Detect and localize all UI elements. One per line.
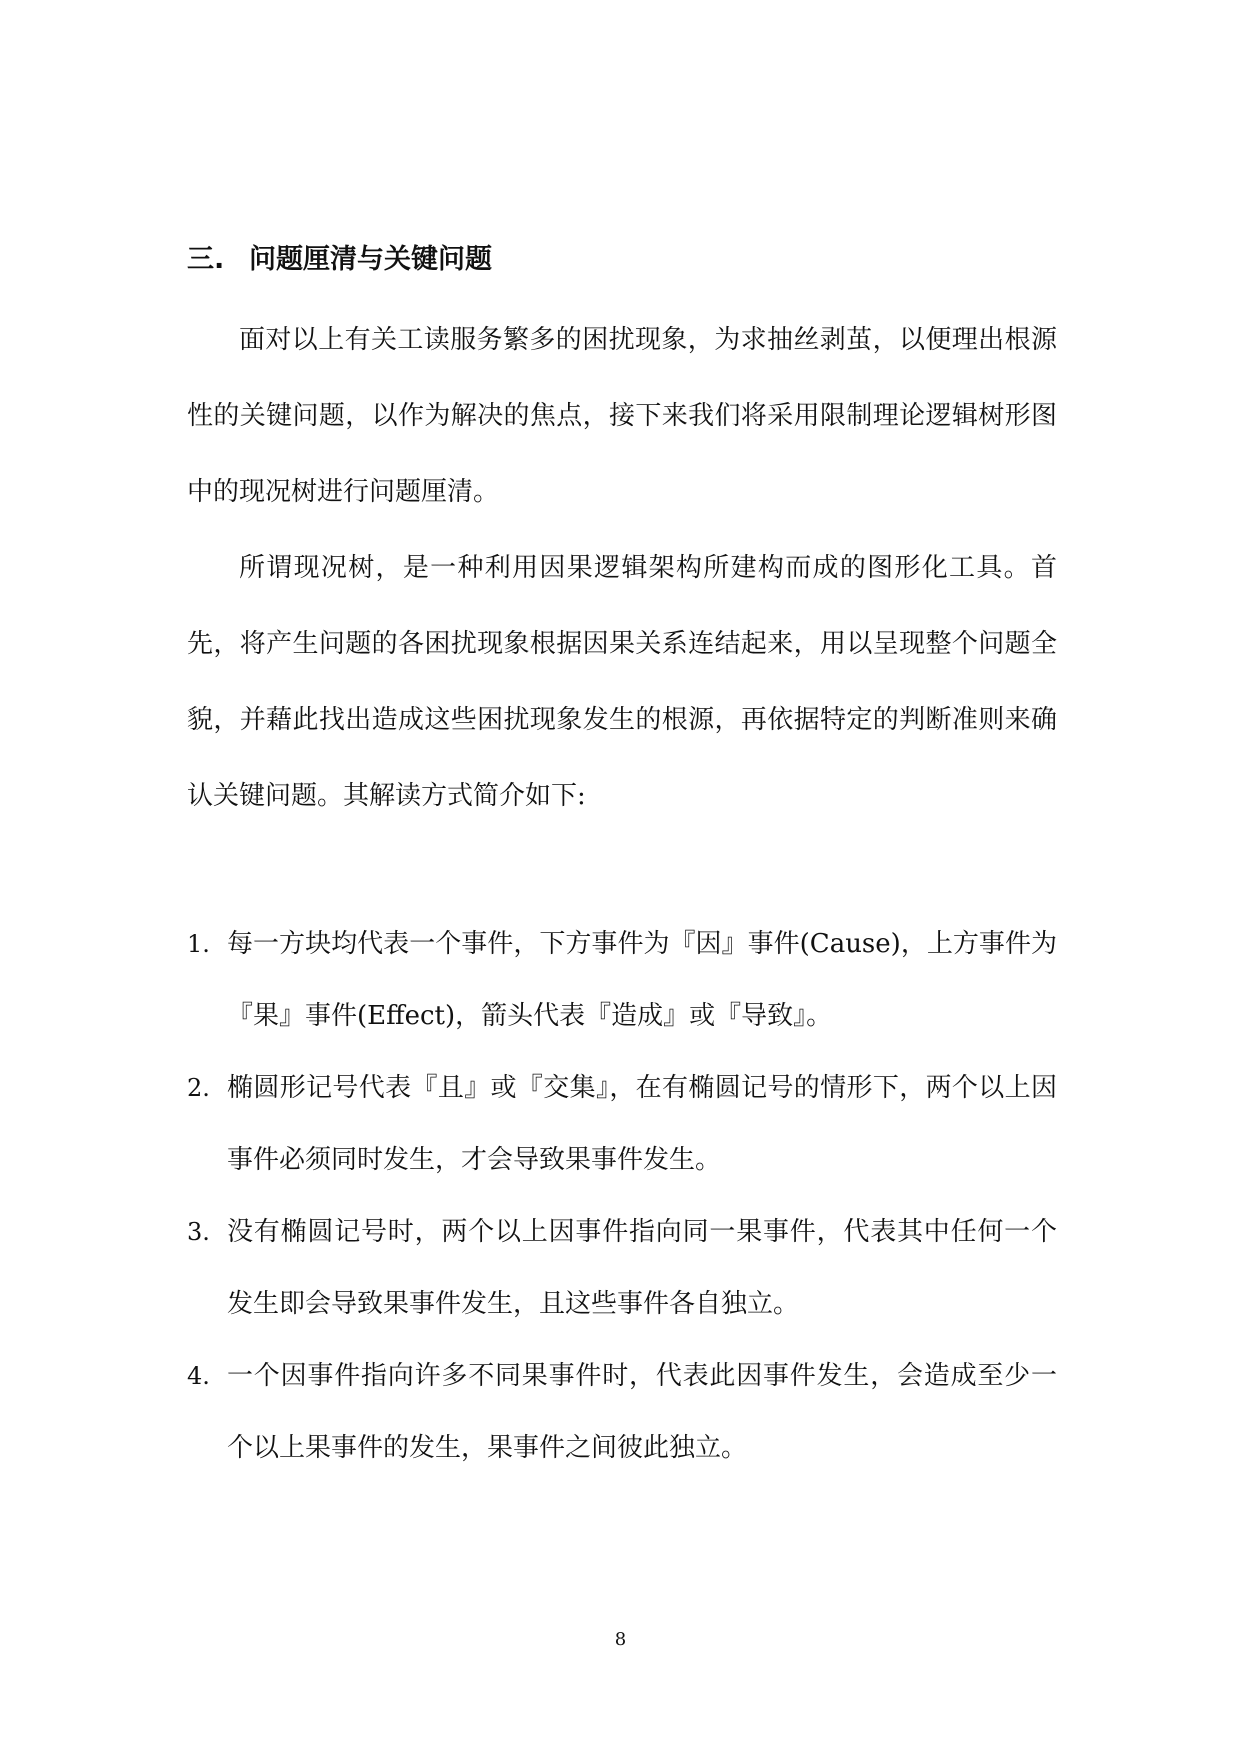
list-item-text: 椭圆形记号代表『且』或『交集』，在有椭圆记号的情形下，两个以上因事件必须同时发生，才会导致果事件发生。 [227, 1073, 1057, 1175]
list-item-text: 每一方块均代表一个事件，下方事件为『因』事件(Cause)，上方事件为『果』事件(Effect)，箭头代表『造成』或『导致』。 [227, 929, 1057, 1031]
list-marker: 3. [187, 1218, 210, 1246]
paragraph-intro: 面对以上有关工读服务繁多的困扰现象，为求抽丝剥茧，以便理出根源性的关键问题，以作为解决的焦点，接下来我们将采用限制理论逻辑树形图中的现况树进行问题厘清。 [187, 325, 1057, 507]
paragraph-definition: 所谓现况树，是一种利用因果逻辑架构所建构而成的图形化工具。首先，将产生问题的各困扰现象根据因果关系连结起来，用以呈现整个问题全貌，并藉此找出造成这些困扰现象发生的根源，再依据特定的判断准则来确认关键问题。其解读方式简介如下: [187, 553, 1057, 811]
section-number: 三. [187, 244, 225, 275]
list-item [187, 908, 1057, 1052]
list-item [187, 1052, 1057, 1196]
list-marker: 1. [187, 930, 210, 958]
list-item [187, 1196, 1057, 1340]
section-title: 问题厘清与关键问题 [249, 244, 492, 275]
list-item-text: 没有椭圆记号时，两个以上因事件指向同一果事件，代表其中任何一个发生即会导致果事件发生，且这些事件各自独立。 [227, 1217, 1057, 1319]
list-item [187, 1340, 1057, 1484]
list-marker: 4. [187, 1362, 210, 1390]
list-marker: 2. [187, 1074, 210, 1102]
page-number: 8 [614, 1629, 627, 1650]
section-heading [187, 240, 492, 280]
list-item-text: 一个因事件指向许多不同果事件时，代表此因事件发生，会造成至少一个以上果事件的发生，果事件之间彼此独立。 [227, 1361, 1057, 1463]
reading-rules-list [187, 908, 1057, 1484]
